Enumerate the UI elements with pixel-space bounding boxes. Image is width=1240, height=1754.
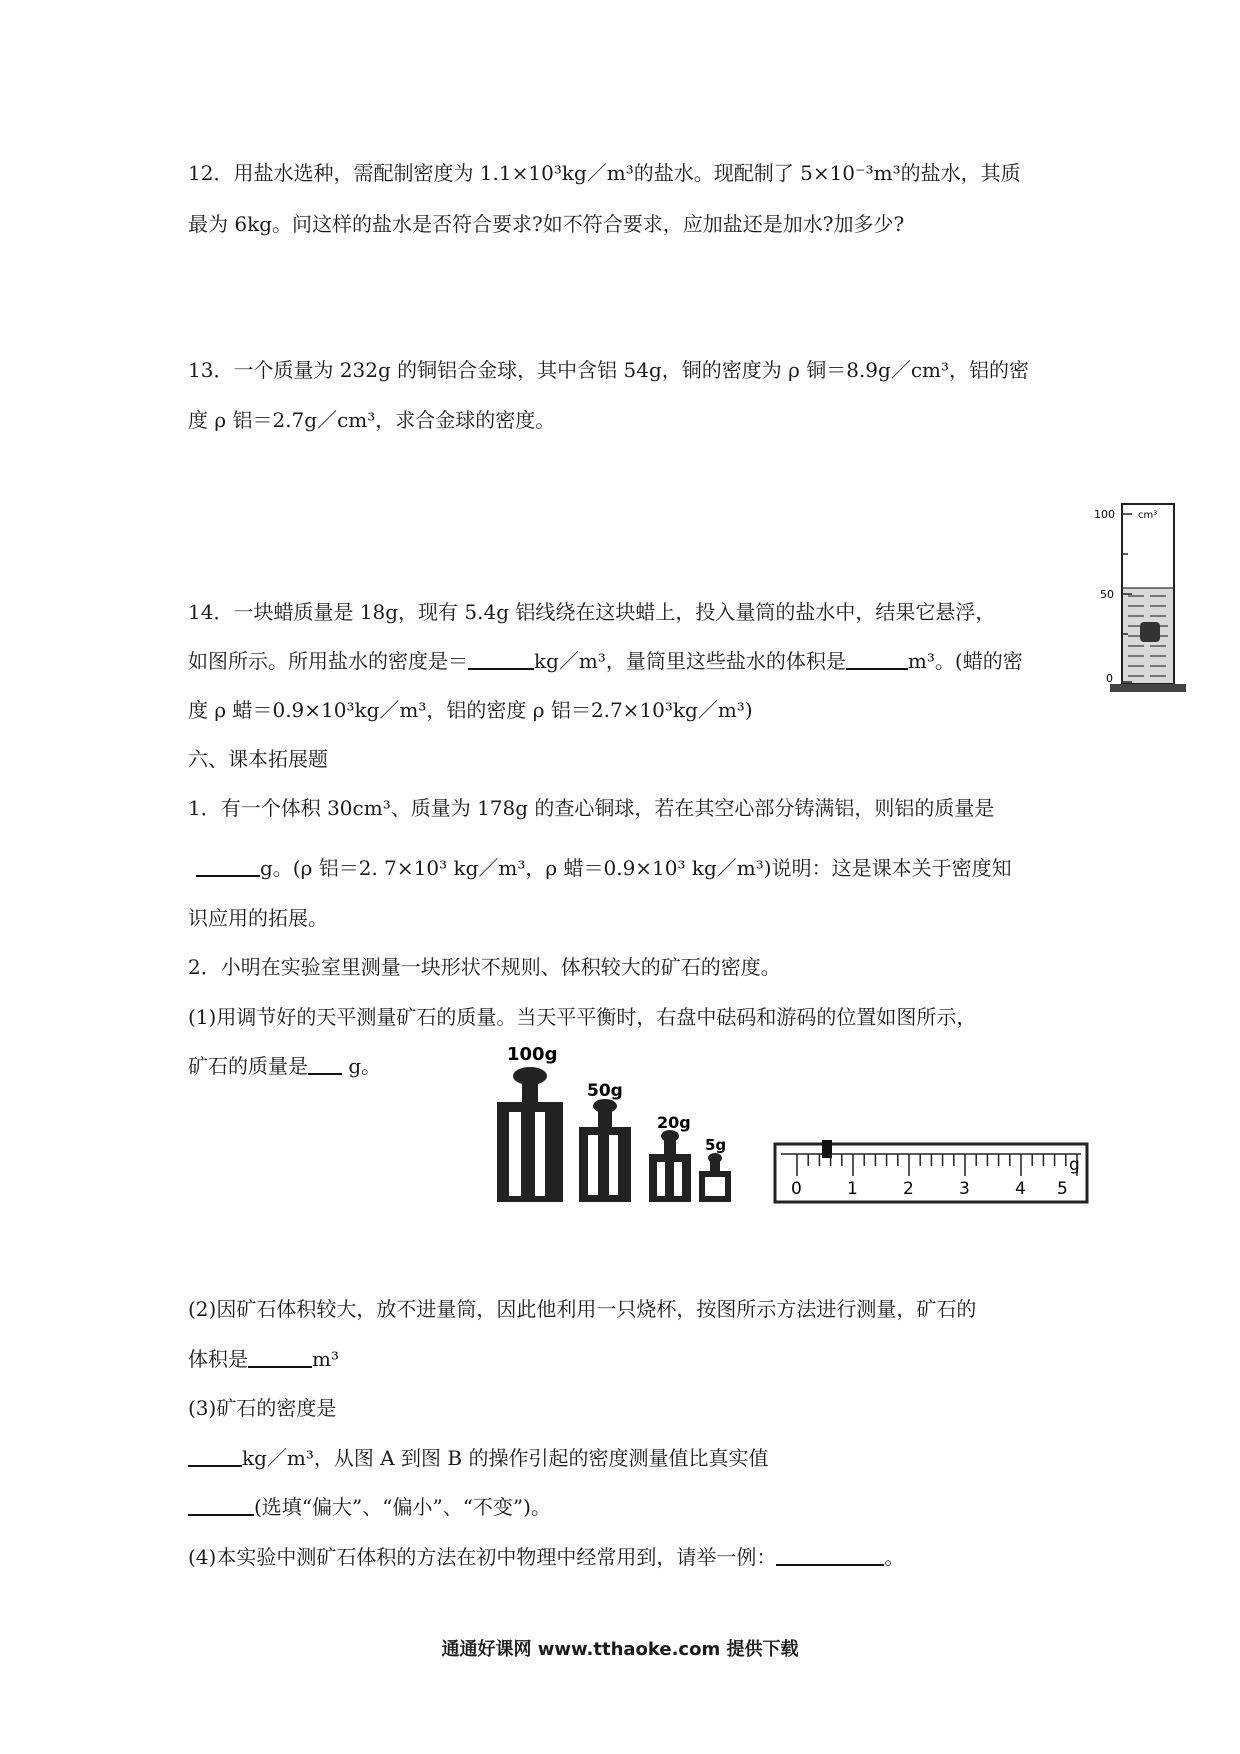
e2-part2-line-1: (2)因矿石体积较大，放不进量筒，因此他利用一只烧杯，按图所示方法进行测量，矿石的	[188, 1297, 977, 1321]
ruler-label-4: 4	[1015, 1179, 1026, 1199]
weight-20g-label: 20g	[657, 1113, 691, 1132]
weight-20g-icon	[649, 1130, 691, 1202]
section-title: 六、课本拓展题	[188, 747, 328, 771]
q14-line-1: 14．一块蜡质量是 18g，现有 5.4g 铝线绕在这块蜡上，投入量筒的盐水中，结果它悬浮，	[188, 600, 996, 624]
q14-text-a: 如图所示。所用盐水的密度是＝	[188, 649, 468, 673]
rider-marker-icon	[822, 1140, 832, 1158]
q13-line-1: 13．一个质量为 232g 的铜铝合金球，其中含铝 54g，铜的密度为 ρ 铜＝8.9g／cm³，铝的密	[188, 358, 1030, 382]
example-blank[interactable]	[776, 1544, 884, 1566]
e2-part3-line-2	[188, 1445, 768, 1471]
e1-line-1: 1．有一个体积 30cm³、质量为 178g 的查心铜球，若在其空心部分铸满铝，则铝的质量是	[188, 796, 995, 820]
cylinder-tick-0: 0	[1106, 672, 1113, 685]
wax-block-icon	[1140, 622, 1160, 642]
e2-part4-line	[188, 1544, 904, 1570]
e2-part4-text-a: (4)本实验中测矿石体积的方法在初中物理中经常用到，请举一例：	[188, 1545, 777, 1569]
weight-100g-label: 100g	[507, 1044, 558, 1065]
q14-line-2	[188, 648, 1023, 674]
e1-line-2	[188, 855, 1012, 881]
graduated-cylinder-figure	[1092, 496, 1212, 706]
ruler-label-3: 3	[959, 1179, 970, 1199]
e2-part2-line-2	[188, 1346, 339, 1372]
saltwater-volume-blank[interactable]	[846, 648, 908, 670]
e2-part3-text-c: (选填“偏大”、“偏小”、“不变”)。	[254, 1495, 551, 1519]
weight-5g-label: 5g	[705, 1136, 727, 1154]
q12-line-2: 最为 6kg。问这样的盐水是否符合要求?如不符合要求，应加盐还是加水?加多少?	[188, 212, 905, 236]
q12-line-1: 12．用盐水选种，需配制密度为 1.1×10³kg／m³的盐水。现配制了 5×10⁻³m³的盐水，其质	[188, 161, 1021, 185]
e1-text-a: g。(ρ 铝＝2. 7×10³ kg／m³，ρ 蜡＝0.9×10³ kg／m³)说明：这是课本关于密度知	[260, 856, 1012, 880]
e2-part1-text-b: g。	[348, 1054, 382, 1078]
e2-intro: 2．小明在实验室里测量一块形状不规则、体积较大的矿石的密度。	[188, 955, 781, 979]
rider-scale-icon	[775, 1140, 1087, 1202]
ruler-label-0: 0	[791, 1179, 802, 1199]
q14-line-3: 度 ρ 蜡＝0.9×10³kg／m³，铝的密度 ρ 铝＝2.7×10³kg／m³)	[188, 698, 753, 722]
e2-part1-line-1: (1)用调节好的天平测量矿石的质量。当天平平衡时，右盘中砝码和游码的位置如图所示，	[188, 1005, 977, 1029]
e2-part4-text-b: 。	[884, 1545, 905, 1569]
ore-mass-blank[interactable]	[308, 1053, 342, 1075]
page-footer: 通通好课网 www.tthaoke.com 提供下载	[441, 1639, 799, 1660]
e2-part3-line-1: (3)矿石的密度是	[188, 1396, 337, 1420]
cylinder-tick-50: 50	[1100, 588, 1114, 601]
e2-part3-line-3	[188, 1494, 551, 1520]
ruler-label-2: 2	[903, 1179, 914, 1199]
ruler-unit: g	[1069, 1155, 1080, 1175]
e2-part1-text-a: 矿石的质量是	[188, 1054, 308, 1078]
ruler-label-5: 5	[1057, 1179, 1068, 1199]
ore-density-blank[interactable]	[188, 1445, 242, 1467]
balance-weights-figure	[475, 1036, 1100, 1216]
ruler-label-1: 1	[847, 1179, 858, 1199]
cylinder-tick-100: 100	[1094, 508, 1115, 521]
e2-part1-line-2	[188, 1053, 381, 1079]
saltwater-density-blank[interactable]	[468, 648, 534, 670]
measurement-bias-blank[interactable]	[188, 1494, 254, 1516]
e1-line-3: 识应用的拓展。	[188, 906, 328, 930]
weight-100g-icon	[497, 1067, 563, 1202]
aluminum-mass-blank[interactable]	[196, 855, 260, 877]
weight-50g-label: 50g	[587, 1081, 623, 1101]
q13-line-2: 度 ρ 铝＝2.7g／cm³，求合金球的密度。	[188, 408, 556, 432]
e2-part2-text-a: 体积是	[188, 1347, 248, 1371]
e2-part2-text-b: m³	[312, 1347, 339, 1371]
weight-50g-icon	[579, 1099, 631, 1202]
e2-part3-text-b: kg／m³，从图 A 到图 B 的操作引起的密度测量值比真实值	[242, 1446, 769, 1470]
cylinder-unit: cm³	[1138, 510, 1158, 521]
q14-text-c: m³。(蜡的密	[907, 649, 1023, 673]
q14-text-b: kg／m³，量筒里这些盐水的体积是	[534, 649, 846, 673]
ore-volume-blank[interactable]	[248, 1346, 312, 1368]
weight-5g-icon	[699, 1153, 731, 1202]
